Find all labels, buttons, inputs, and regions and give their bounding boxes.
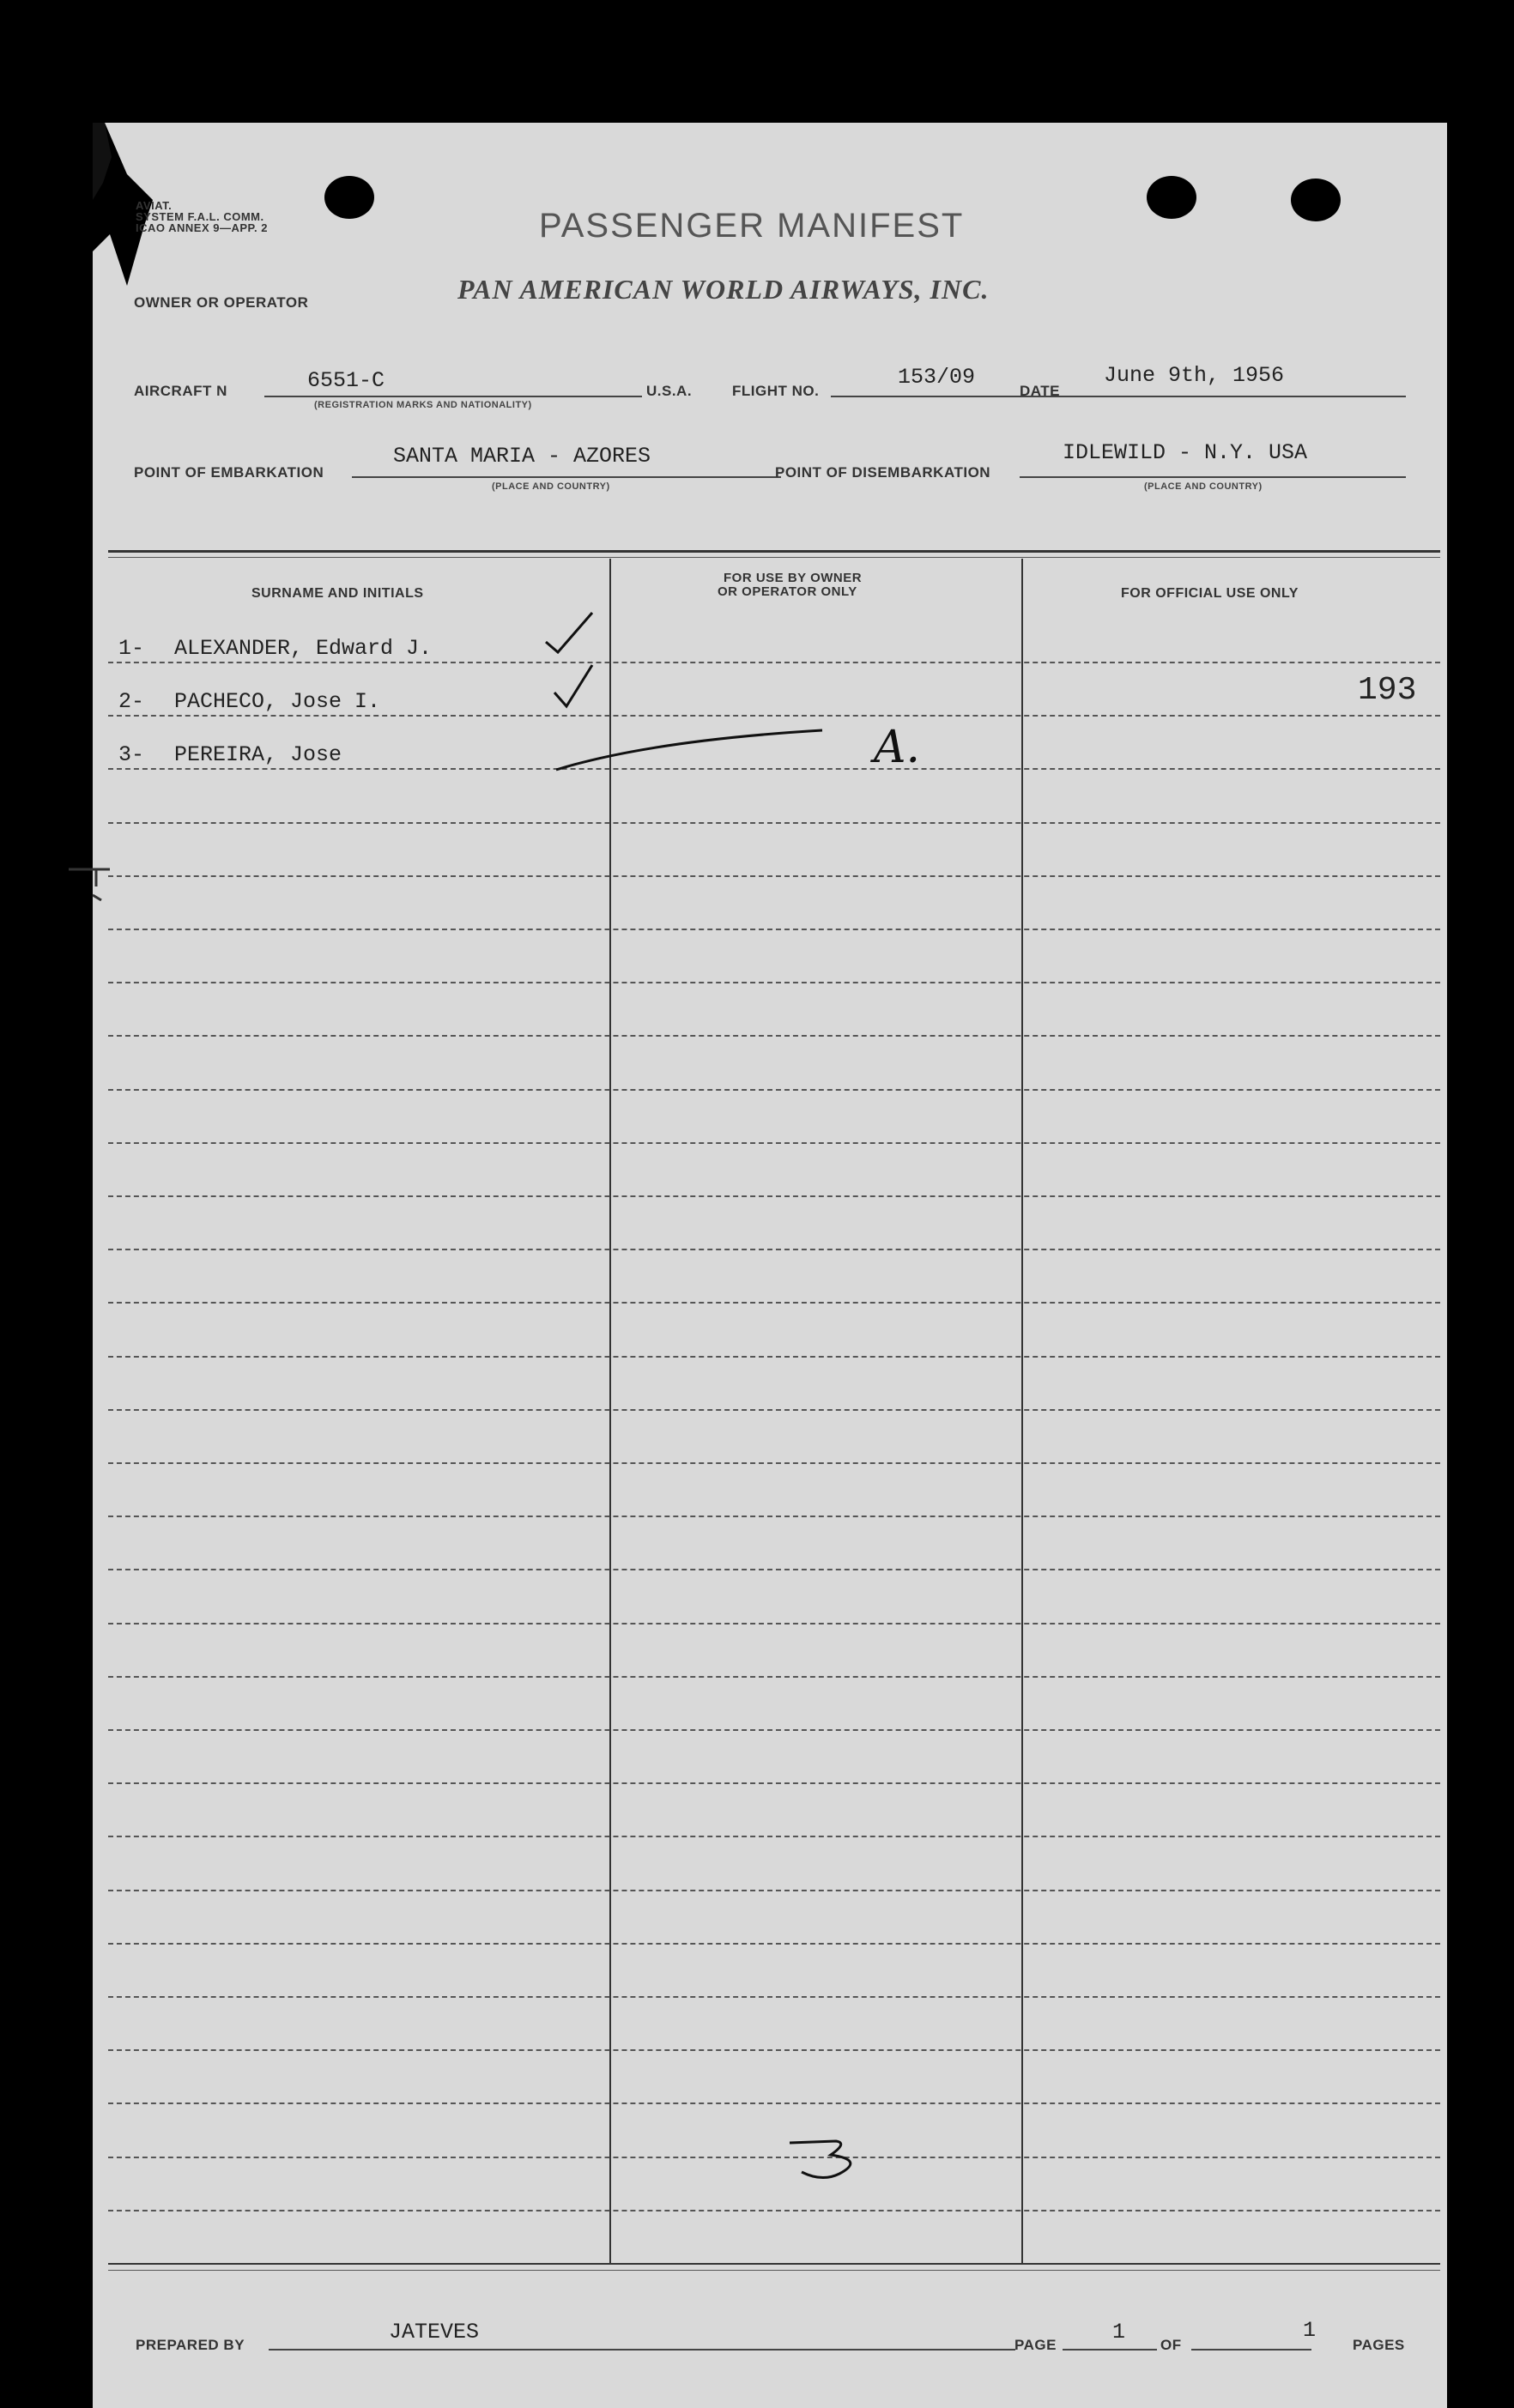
row-number-3: 3- xyxy=(118,742,145,767)
check-mark-2 xyxy=(548,662,608,713)
passenger-name-1: ALEXANDER, Edward J. xyxy=(174,636,433,661)
punch-hole-3 xyxy=(1291,178,1341,221)
form-code-line1: AVIAT. xyxy=(136,199,173,212)
row-rule xyxy=(108,1142,1440,1144)
disembarkation-underline xyxy=(1020,476,1406,478)
table-bottom-rule xyxy=(108,2263,1440,2265)
row-rule xyxy=(108,662,1440,663)
page-underline xyxy=(1063,2349,1157,2351)
prepared-value: JATEVES xyxy=(389,2320,480,2344)
row-number-1: 1- xyxy=(118,636,145,661)
row-rule xyxy=(108,1089,1440,1091)
row-rule xyxy=(108,1569,1440,1570)
aircraft-label: AIRCRAFT N xyxy=(134,383,227,399)
row-rule xyxy=(108,2102,1440,2104)
embarkation-caption: (PLACE AND COUNTRY) xyxy=(492,481,610,492)
row-rule xyxy=(108,1836,1440,1837)
aircraft-underline xyxy=(264,396,642,397)
manifest-sheet xyxy=(93,123,1447,2408)
date-underline xyxy=(1063,396,1406,397)
row-rule xyxy=(108,1996,1440,1998)
row-rule xyxy=(108,1195,1440,1197)
col-header-owner-1: FOR USE BY OWNER xyxy=(724,571,863,585)
embarkation-value: SANTA MARIA - AZORES xyxy=(393,444,651,469)
usa-label: U.S.A. xyxy=(646,383,693,399)
form-code xyxy=(136,200,268,233)
check-mark-1 xyxy=(539,608,599,659)
row-number-2: 2- xyxy=(118,689,145,714)
form-code-line2: SYSTEM F.A.L. COMM. xyxy=(136,210,264,223)
row-rule xyxy=(108,2157,1440,2158)
row-rule xyxy=(108,982,1440,983)
embarkation-underline xyxy=(352,476,781,478)
of-label: OF xyxy=(1160,2337,1182,2353)
col-header-official: FOR OFFICIAL USE ONLY xyxy=(1121,586,1299,601)
owner-label: OWNER OR OPERATOR xyxy=(134,294,309,311)
punch-hole-2 xyxy=(1147,176,1196,219)
passenger-name-3: PEREIRA, Jose xyxy=(174,742,342,767)
row-rule xyxy=(108,1462,1440,1464)
date-label: DATE xyxy=(1020,383,1061,399)
table-top-rule-2 xyxy=(108,557,1440,558)
form-code-line3: ICAO ANNEX 9—APP. 2 xyxy=(136,221,268,234)
row-rule xyxy=(108,875,1440,877)
aircraft-value: 6551-C xyxy=(307,368,385,393)
strike-line xyxy=(548,715,839,784)
prepared-label: PREPARED BY xyxy=(136,2337,245,2353)
row-rule xyxy=(108,2049,1440,2051)
row-rule xyxy=(108,1409,1440,1411)
col-divider-2 xyxy=(1021,559,1023,2265)
disembarkation-caption: (PLACE AND COUNTRY) xyxy=(1144,481,1263,492)
col-divider-1 xyxy=(609,559,611,2265)
passenger-name-2: PACHECO, Jose I. xyxy=(174,689,381,714)
row-rule xyxy=(108,1035,1440,1037)
row-rule xyxy=(108,822,1440,824)
flight-value: 153/09 xyxy=(898,365,976,390)
pages-label: PAGES xyxy=(1353,2337,1405,2353)
page-value: 1 xyxy=(1112,2320,1126,2344)
row-rule xyxy=(108,1302,1440,1304)
punch-hole-1 xyxy=(324,176,374,219)
disembarkation-value: IDLEWILD - N.Y. USA xyxy=(1063,440,1308,465)
row-rule xyxy=(108,929,1440,930)
row-rule xyxy=(108,2210,1440,2211)
of-value: 1 xyxy=(1303,2318,1317,2343)
page-title: PASSENGER MANIFEST xyxy=(539,207,965,245)
official-note: 193 xyxy=(1358,672,1417,709)
embarkation-label: POINT OF EMBARKATION xyxy=(134,464,324,481)
row-rule xyxy=(108,1782,1440,1784)
prepared-underline xyxy=(269,2349,1015,2351)
row-rule xyxy=(108,1729,1440,1731)
row-rule xyxy=(108,1676,1440,1678)
row-rule xyxy=(108,1623,1440,1624)
handwritten-3-mark xyxy=(779,2131,874,2191)
row-rule xyxy=(108,1356,1440,1358)
row-rule xyxy=(108,1890,1440,1891)
flight-label: FLIGHT NO. xyxy=(732,383,820,399)
row-rule xyxy=(108,1516,1440,1517)
date-value: June 9th, 1956 xyxy=(1104,363,1285,388)
of-underline xyxy=(1191,2349,1311,2351)
row-rule xyxy=(108,1249,1440,1250)
registration-caption: (REGISTRATION MARKS AND NATIONALITY) xyxy=(314,400,532,410)
col-header-surname: SURNAME AND INITIALS xyxy=(251,586,424,601)
disembarkation-label: POINT OF DISEMBARKATION xyxy=(775,464,991,481)
page-label: PAGE xyxy=(1014,2337,1057,2353)
margin-mark xyxy=(67,844,136,912)
col-header-owner-2: OR OPERATOR ONLY xyxy=(718,584,857,599)
operator-name: PAN AMERICAN WORLD AIRWAYS, INC. xyxy=(457,274,990,305)
operator-mark: A. xyxy=(874,722,921,773)
table-bottom-rule-2 xyxy=(108,2270,1440,2271)
table-top-rule xyxy=(108,550,1440,553)
row-rule xyxy=(108,1943,1440,1945)
